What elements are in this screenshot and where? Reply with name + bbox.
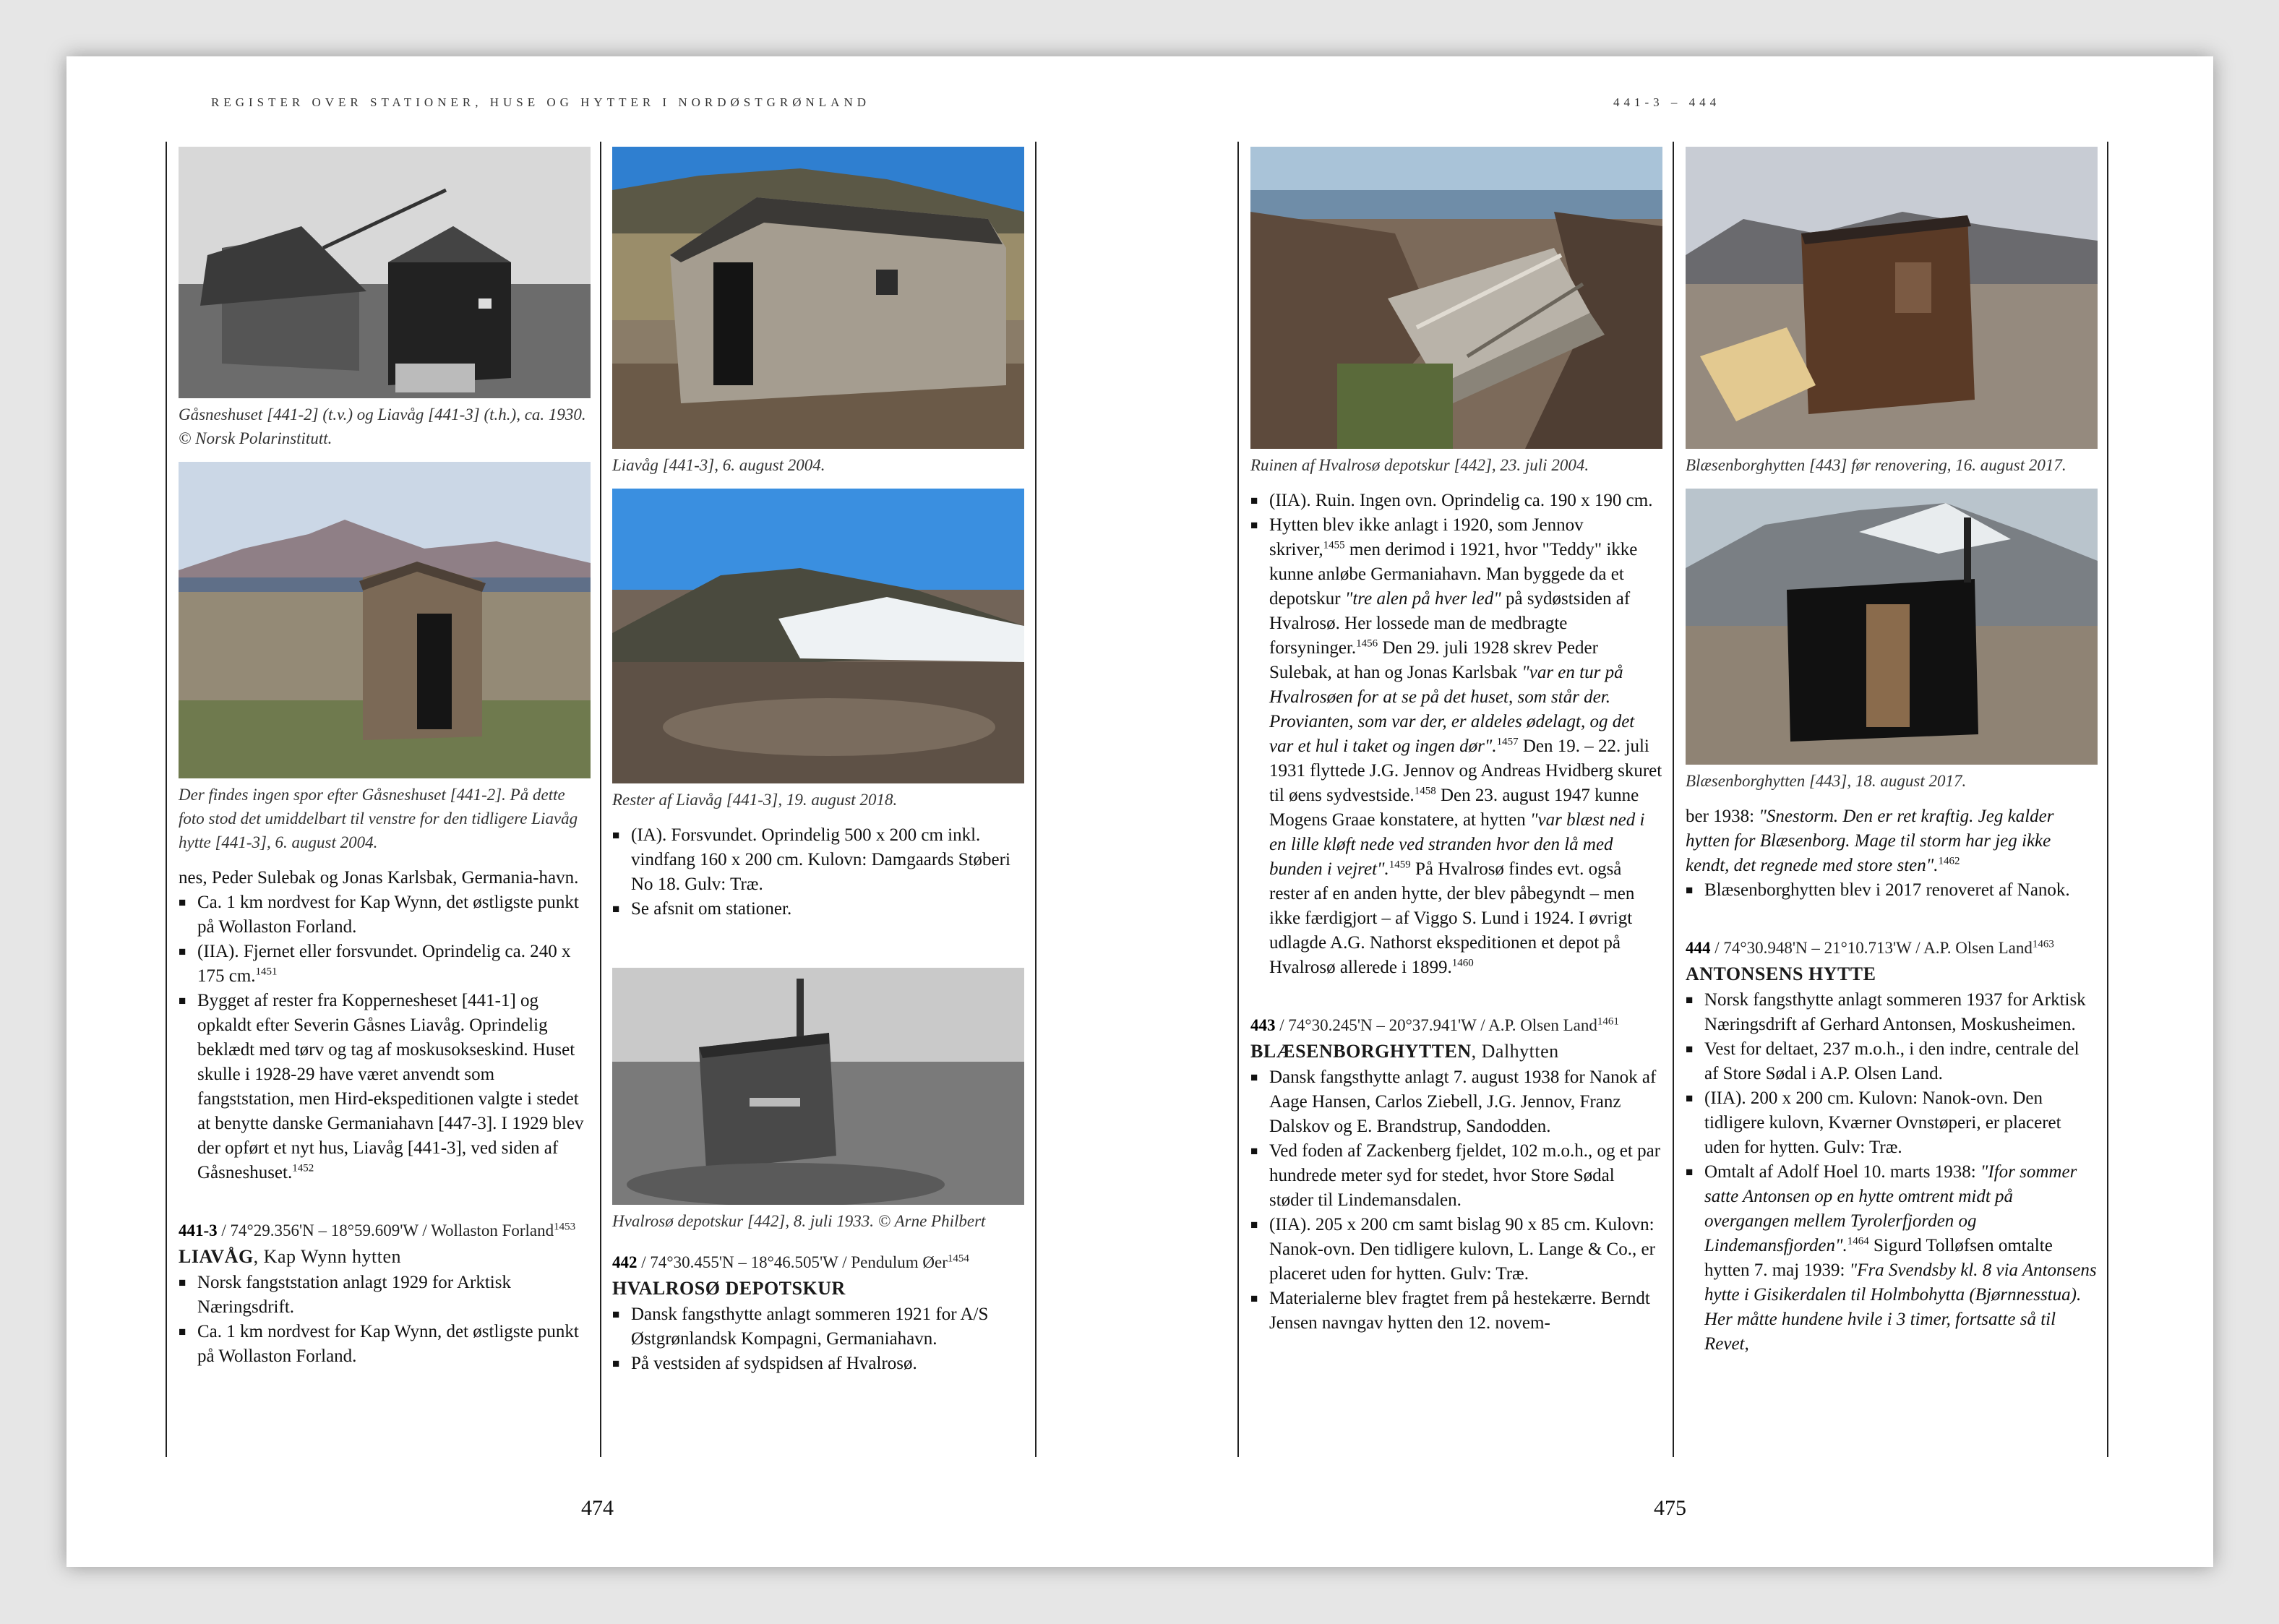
entry-header-444: 444 / 74°30.948'N – 21°10.713'W / A.P. Olsen Land$^{1463}$ [1686,938,2054,957]
column-rule [1237,142,1239,1457]
column-1-text [179,866,591,1185]
entry-header-442: 442 / 74°30.455'N – 18°46.505'W / Pendulum Øer$^{1454}$ [612,1253,969,1271]
bullet: ■ Ca. 1 km nordvest for Kap Wynn, det østligste punkt på Wollaston Forland. [179,890,591,940]
bullet: ■ Norsk fangsthytte anlagt sommeren 1937 for Arktisk Næringsdrift af Gerhard Antonsen, Moskusheimen. [1686,988,2098,1037]
photo-liavag-remains-2018 [612,489,1024,783]
column-2-text [612,823,1024,921]
page-number-left: 474 [581,1496,614,1520]
photo-blaesenborghytten-2017 [1686,489,2098,765]
bullet: ■ Blæsenborghytten blev i 2017 renoveret af Nanok. [1686,878,2098,903]
bullet: ■ Se afsnit om stationer. [612,897,1024,921]
bullet: ■ Ca. 1 km nordvest for Kap Wynn, det østligste punkt på Wollaston Forland. [179,1320,591,1369]
entry-title: LIAVÅG, Kap Wynn hytten [179,1246,401,1267]
page-number-right: 475 [1654,1496,1686,1520]
running-header-left: REGISTER OVER STATIONER, HUSE OG HYTTER I NORDØSTGRØNLAND [211,95,871,109]
bullet: ■ (IIA). 200 x 200 cm. Kulovn: Nanok-ovn. Den tidligere kulovn, Kværner Ovnstøperi, er placeret uden for hytten. Gulv: Træ. [1686,1086,2098,1160]
paragraph: ber 1938: "Snestorm. Den er ret kraftig. Jeg kalder hytten for Blæsenborg. Mage til storm har jeg ikke kendt, det regnede med store sten".$^{1462}$ [1686,807,2054,875]
bullet: ■ Hytten blev ikke anlagt i 1920, som Jennov skriver,$^{1455}$ men derimod i 1921, hvor "Teddy" ikke kunne anløbe Germaniahavn. Man byggede da et depotskur "tre alen på hver led" på sydøstsiden af Hvalrosø. Her lossede man de medbragte forsyninger.$^{1456}$ Den 29. juli 1928 skrev Peder Sulebak, at han og Jonas Karlsbak "var en tur på Hvalrosøen for at se på det huset, som står der. Provianten, som var der, er aldeles ødelagt, og det var et hul i taket og ingen dør".$^{1457}$ Den 19. – 22. juli 1931 flyttede J.G. Jennov og Andreas Hvidberg skuret til øens sydvestside.$^{1458}$ Den 23. august 1947 kunne Mogens Graae konstatere, at hytten "var blæst ned i en lille kløft nede ved stranden hvor den lå med bunden i vejret".$^{1459}$ På Hvalrosø findes evt. også rester af en anden hytte, der blev påbegyndt – men ikke færdigjort – af Viggo S. Lund i 1924. I øvrigt udlagde A.G. Nathorst ekspeditionen et depot på Hvalrosø allerede i 1899.$^{1460}$ [1250,513,1662,980]
column-3 [1250,147,1670,1336]
photo-hvalroso-depotskur-1933 [612,968,1024,1205]
book-spread [66,56,2213,1567]
bullet: ■ Materialerne blev fragtet frem på hestekærre. Berndt Jensen navngav hytten den 12. novem- [1250,1286,1662,1336]
photo-gasneshuset-liavag-1930 [179,147,591,398]
bullet: ■ (IA). Forsvundet. Oprindelig 500 x 200 cm inkl. vindfang 160 x 200 cm. Kulovn: Damgaards Støberi No 18. Gulv: Træ. [612,823,1024,897]
bullet: ■ Norsk fangststation anlagt 1929 for Arktisk Næringsdrift. [179,1271,591,1320]
column-rule [600,142,601,1457]
entry-title: ANTONSENS HYTTE [1686,963,1876,984]
column-1 [179,147,598,1369]
column-rule [1673,142,1674,1457]
running-header-right: 441-3 – 444 [1613,95,1721,109]
caption: Rester af Liavåg [441-3], 19. august 2018. [612,791,898,809]
photo-blaesenborghytten-before-2017 [1686,147,2098,449]
caption: Blæsenborghytten [443], 18. august 2017. [1686,772,1967,790]
column-rule [2107,142,2108,1457]
caption: Der findes ingen spor efter Gåsneshuset [441-2]. På dette foto stod det umiddelbart til venstre for den tidligere Liavåg hytte [441-3], 6. august 2004. [179,786,578,851]
bullet: ■ På vestsiden af sydspidsen af Hvalrosø. [612,1352,1024,1376]
caption: Blæsenborghytten [443] før renovering, 16. august 2017. [1686,456,2066,474]
bullet: ■ Bygget af rester fra Koppernesheset [441-1] og opkaldt efter Severin Gåsnes Liavåg. Oprindelig beklædt med tørv og tag af moskusokseskind. Huset skulle i 1928-29 have været anvendt som fangststation, men Hird-ekspeditionen valgte i stedet at benytte danske Germaniahavn [447-3]. I 1929 blev der opført et nyt hus, Liavåg [441-3], ved siden af Gåsneshuset.$^{1452}$ [179,989,591,1185]
caption: Liavåg [441-3], 6. august 2004. [612,456,825,474]
caption: Hvalrosø depotskur [442], 8. juli 1933. © Arne Philbert [612,1212,986,1230]
bullet: ■ Dansk fangsthytte anlagt sommeren 1921 for A/S Østgrønlandsk Kompagni, Germaniahavn. [612,1302,1024,1352]
bullet: ■ Omtalt af Adolf Hoel 10. marts 1938: "Ifor sommer satte Antonsen op en hytte omtrent midt på overgangen mellem Tyrolerfjorden og Lindemansfjorden".$^{1464}$ Sigurd Tolløfsen omtalte hytten 7. maj 1939: "Fra Svendsby kl. 8 via Antonsens hytte i Gisikerdalen til Holmbohytta (Bjørnnesstua). Her måtte hundene hvile i 3 timer, fortsatte så til Revet, [1686,1160,2098,1357]
entry-title: BLÆSENBORGHYTTEN, Dalhytten [1250,1041,1559,1062]
column-3-text [1250,489,1662,980]
entry-title: HVALROSØ DEPOTSKUR [612,1278,846,1299]
column-4-text [1686,804,2098,903]
caption: Gåsneshuset [441-2] (t.v.) og Liavåg [441-3] (t.h.), ca. 1930. © Norsk Polarinstitutt. [179,405,586,447]
bullet: ■ Dansk fangsthytte anlagt 7. august 1938 for Nanok af Aage Hansen, Carlos Ziebell, J.G. Jennov, Franz Dalskov og E. Brandstrup, Sandodden. [1250,1065,1662,1139]
bullet: ■ (IIA). Ruin. Ingen ovn. Oprindelig ca. 190 x 190 cm. [1250,489,1662,513]
column-rule [1035,142,1037,1457]
bullet: ■ (IIA). 205 x 200 cm samt bislag 90 x 85 cm. Kulovn: Nanok-ovn. Den tidligere kulovn, L. Lange & Co., er placeret uden for hytten. Gulv: Træ. [1250,1213,1662,1286]
bullet: ■ Ved foden af Zackenberg fjeldet, 102 m.o.h., og et par hundrede meter syd for stedet, hvor Store Sødal støder til Lindemansdalen. [1250,1139,1662,1213]
column-2 [612,147,1031,1376]
entry-header-441-3: 441-3 / 74°29.356'N – 18°59.609'W / Wollaston Forland$^{1453}$ [179,1221,576,1240]
column-rule [166,142,167,1457]
entry-header-443: 443 / 74°30.245'N – 20°37.941'W / A.P. Olsen Land$^{1461}$ [1250,1015,1619,1034]
bullet: ■ (IIA). Fjernet eller forsvundet. Oprindelig ca. 240 x 175 cm.$^{1451}$ [179,940,591,989]
photo-liavag-2004 [612,147,1024,449]
paragraph: nes, Peder Sulebak og Jonas Karlsbak, Germania-havn. [179,868,579,888]
column-4 [1686,147,2105,1357]
photo-liavag-site-2004 [179,462,591,778]
bullet: ■ Vest for deltaet, 237 m.o.h., i den indre, centrale del af Store Sødal i A.P. Olsen Land. [1686,1037,2098,1086]
photo-hvalroso-ruin-2004 [1250,147,1662,449]
caption: Ruinen af Hvalrosø depotskur [442], 23. juli 2004. [1250,456,1589,474]
